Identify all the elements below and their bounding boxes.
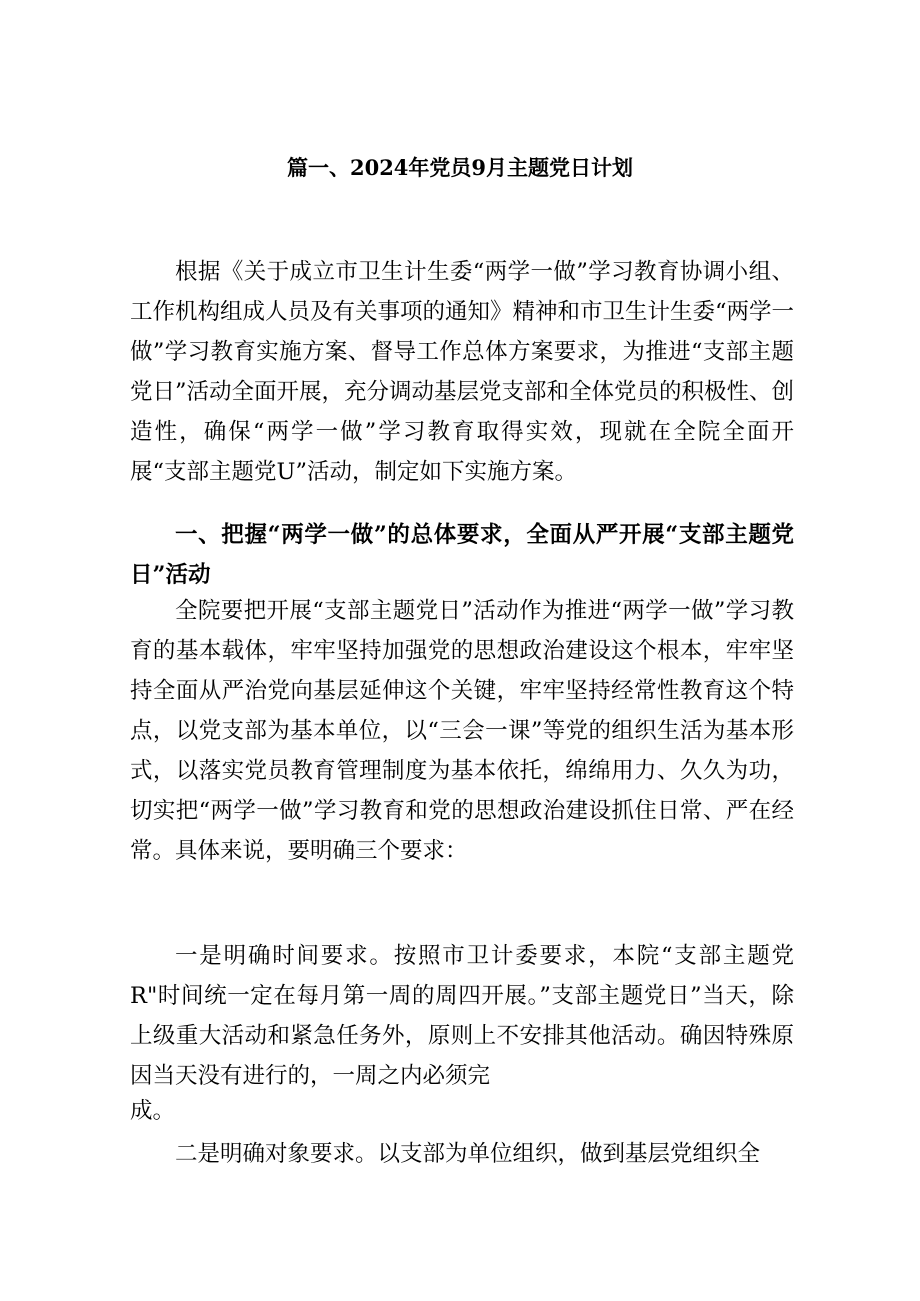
intro-paragraph-block bbox=[130, 252, 794, 492]
object-requirement-paragraph: 二是明确对象要求。以支部为单位组织，做到基层党组织全 bbox=[175, 1141, 761, 1167]
intro-paragraph: 根据《关于成立市卫生计生委“两学一做”学习教育协调小组、工作机构组成人员及有关事项的通知》精神和市卫生计生委“两学一做”学习教育实施方案、督导工作总体方案要求，为推进“支部主题党日”活动全面开展，充分调动基层党支部和全体党员的积极性、创造性，确保“两学一做”学习教育取得实效，现就在全院全面开展“支部主题党U”活动，制定如下实施方案。 bbox=[130, 259, 795, 485]
time-paragraph-end-block bbox=[130, 1091, 794, 1131]
time-requirement-paragraph-end: 成。 bbox=[130, 1098, 176, 1124]
time-requirement-paragraph: 一是明确时间要求。按照市卫计委要求，本院“支部主题党R"时间统一定在每月第一周的周四开展。”支部主题党日”当天，除上级重大活动和紧急任务外，原则上不安排其他活动。确因特殊原因当天没有进行的，一周之内必须完 bbox=[130, 943, 794, 1089]
overall-requirements-paragraph: 全院要把开展“支部主题党日”活动作为推进“两学一做”学习教育的基本载体，牢牢坚持加强党的思想政治建设这个根本，牢牢坚持全面从严治党向基层延伸这个关键，牢牢坚持经常性教育这个特点，以党支部为基本单位，以“三会一课”等党的组织生活为基本形式，以落实党员教育管理制度为基本依托，绵绵用力、久久为功，切实把“两学一做”学习教育和党的思想政治建设抓住日常、严在经常。具体来说，要明确三个要求： bbox=[130, 598, 794, 864]
time-paragraph-block bbox=[130, 936, 794, 1096]
section-heading-block bbox=[130, 515, 794, 595]
document-title: 篇一、2024年党员9月主题党日计划 bbox=[286, 155, 634, 180]
object-paragraph-block bbox=[130, 1134, 794, 1174]
section-heading-one: 一、把握“两学一做”的总体要求，全面从严开展“支部主题党日”活动 bbox=[130, 522, 794, 588]
overall-paragraph-block bbox=[130, 591, 794, 871]
